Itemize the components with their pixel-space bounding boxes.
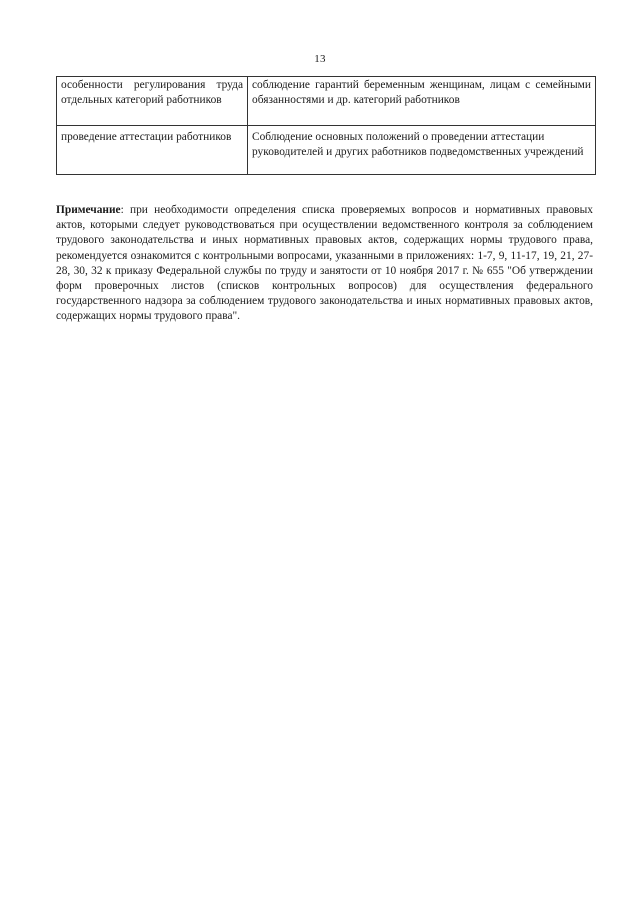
note-label: Примечание bbox=[56, 204, 121, 216]
page-number: 13 bbox=[314, 53, 326, 65]
topic-cell: особенности регулирования труда отдельных категорий работников bbox=[57, 77, 248, 126]
topic-cell: проведение аттестации работников bbox=[57, 126, 248, 175]
inspection-topics-table bbox=[56, 76, 596, 175]
description-cell: Соблюдение основных положений о проведении аттестации руководителей и других работников подведомственных учреждений bbox=[248, 126, 596, 175]
table-row bbox=[57, 126, 596, 175]
note-paragraph bbox=[56, 203, 593, 325]
description-cell: соблюдение гарантий беременным женщинам, лицам с семейными обязанностями и др. категорий работников bbox=[248, 77, 596, 126]
table-row bbox=[57, 77, 596, 126]
note-text: : при необходимости определения списка проверяемых вопросов и нормативных правовых актов, которыми следует руководствоваться при осуществлении ведомственного контроля за соблюдением трудового законодательства и иных нормативных правовых актов, содержащих нормы трудового права, рекомендуется ознакомится с контрольными вопросами, указанными в приложениях: 1-7, 9, 11-17, 19, 21, 27-28, 30, 32 к приказу Федеральной службы по труду и занятости от 10 ноября 2017 г. № 655 "Об утверждении форм проверочных листов (списков контрольных вопросов) для осуществления федерального государственного надзора за соблюдением трудового законодательства и иных нормативных правовых актов, содержащих нормы трудового права". bbox=[56, 204, 593, 323]
